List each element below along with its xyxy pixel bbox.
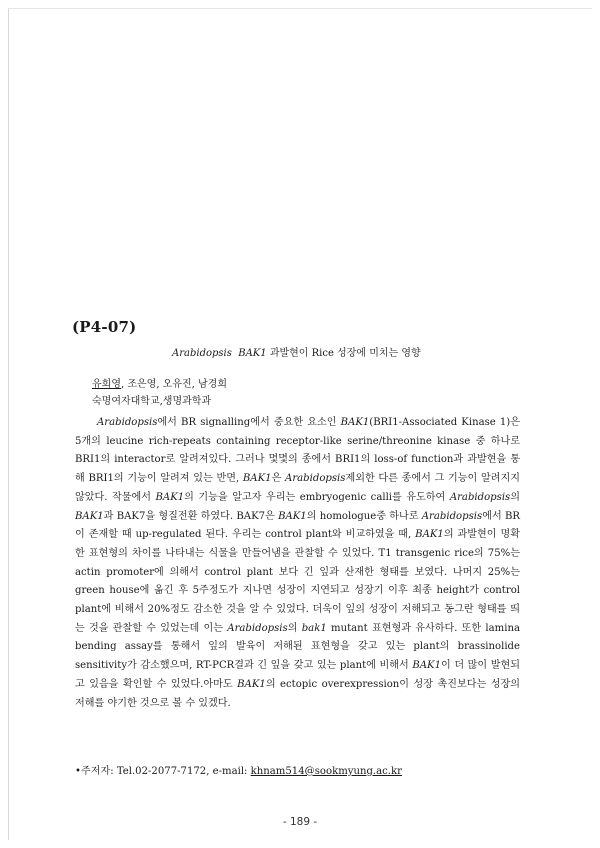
- body-italic: Arabidopsis: [97, 417, 158, 428]
- presenting-author: 유희영: [92, 379, 121, 390]
- body-italic: Arabidopsis: [421, 510, 483, 522]
- body-text: mutant 표현형과 유사하다. 또한 lamina bending assay를 통해서 잎의 발육이 저해된 표현형을 갖고 있는 plant의 brassinolide sensitivity가 감소했으며, RT-PCR결과 긴 잎을 갖고 있는 plant에 비해서: [75, 622, 520, 672]
- author-list: [92, 375, 227, 390]
- title-rest: 과발현이 Rice 성장에 미치는 영향: [269, 348, 421, 359]
- body-italic: BAK1: [242, 473, 272, 485]
- body-text: 과 BAK7을 형질전환 하였다. BAK7은: [103, 510, 279, 522]
- body-text: 의 homologue중 하나로: [306, 510, 422, 522]
- body-italic: Arabidopsis: [227, 622, 288, 634]
- body-italic: BAK1: [155, 491, 185, 503]
- body-text: 의 과발현이 명확한 표현형의 차이를 나타내는 식물을 만들어냄을 관찰할 수 있었다. T1 transgenic rice의 75%는 actin promoter에 의해서 control plant 보다 긴 잎과 산재한 형태를 보였다. 나머지 25%는 green house에 옮긴 후 5주정도가 지나면 성장이 지연되고 성장기 이후 최종 height가 control plant에 비해서 20%정도 감소한 것을 알 수 있었다. 더욱이 잎의 성장이 저해되고 동그란 형태를 띄는 것을 관찰할 수 있었는데 이는: [75, 529, 520, 634]
- coauthors: , 조은영, 오유진, 남경희: [120, 379, 227, 390]
- abstract-title: [172, 344, 421, 359]
- body-italic: BAK1: [75, 510, 104, 522]
- body-italic: bak1: [301, 622, 327, 634]
- abstract-body: [75, 414, 520, 713]
- body-italic: Arabidopsis: [285, 473, 346, 485]
- body-italic: Arabidopsis: [449, 491, 511, 503]
- body-italic: BAK1: [415, 529, 444, 541]
- page-number: - 189 -: [282, 816, 318, 828]
- body-text: 의 기능을 알고자 우리는 embryogenic calli를 유도하여: [184, 491, 450, 503]
- body-italic: BAK1: [278, 510, 307, 522]
- body-italic: BAK1: [340, 417, 370, 428]
- contact-label: •주저자: Tel.02-2077-7172, e-mail:: [75, 766, 251, 777]
- body-text: 에서 BR signalling에서 중요한 요소인: [157, 417, 341, 428]
- body-text: 이 더 많이 발현되고 있음을 확인할 수 있었다.아마도: [75, 660, 520, 690]
- body-text: 의: [510, 491, 520, 503]
- body-italic: BAK1: [237, 678, 266, 690]
- abstract-code: (P4-07): [72, 318, 137, 336]
- body-italic: BAK1: [412, 660, 441, 672]
- body-text: (BRI1-Associated Kinase 1)은 5개의 leucine rich-repeats containing receptor-like serine/threonine kinase 중 하나로 BRI1의 interactor로 알려져있다. 그러나 몇몇의 종에서 BRI1의 loss-of function과 과발현을 통해 BRI1의 기능이 알려져 있는 반면,: [75, 417, 520, 485]
- affiliation: 숙명여자대학교,생명과학과: [92, 396, 212, 407]
- title-gene: BAK1: [238, 348, 267, 359]
- body-text: 은: [271, 473, 286, 485]
- body-text: 에서 BR이 존재할 때 up-regulated 된다. 우리는 control plant와 비교하였을 때,: [75, 510, 520, 541]
- title-species: Arabidopsis: [172, 348, 232, 359]
- body-text: 제외한 다른 종에서 그 기능이 알려지지 않았다. 작물에서: [75, 473, 520, 503]
- email-link[interactable]: khnam514@sookmyung.ac.kr: [250, 766, 402, 777]
- body-text: 의 ectopic overexpression이 성장 촉진보다는 성장의 저해를 야기한 것으로 볼 수 있겠다.: [75, 678, 521, 709]
- contact-line: [75, 762, 402, 777]
- body-text: 의: [287, 622, 302, 634]
